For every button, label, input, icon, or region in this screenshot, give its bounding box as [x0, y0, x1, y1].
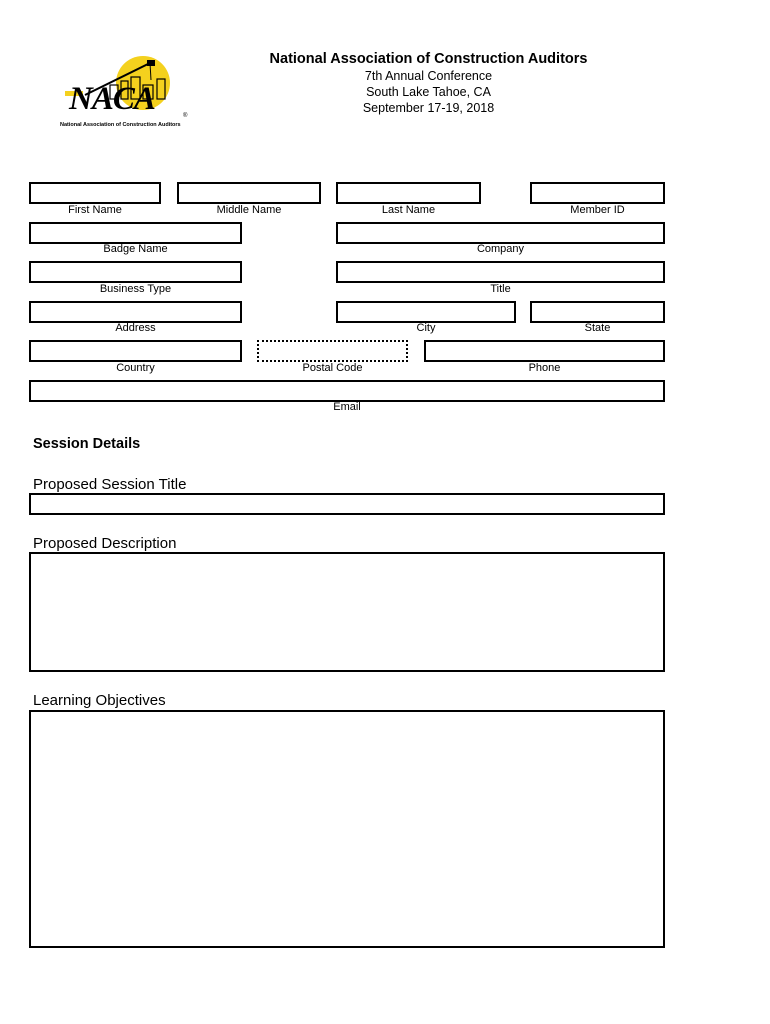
phone-label: Phone: [528, 362, 561, 374]
session-details-heading: Session Details: [33, 436, 141, 452]
last-name-field[interactable]: [336, 182, 481, 204]
middle-name-field[interactable]: [177, 182, 321, 204]
city-label: City: [416, 322, 436, 334]
email-field[interactable]: [29, 380, 665, 402]
conference-name: 7th Annual Conference: [364, 69, 493, 83]
first-name-label: First Name: [68, 204, 122, 216]
logo-registered-mark: ®: [183, 113, 188, 119]
badge-name-field[interactable]: [29, 222, 242, 244]
postal-code-field[interactable]: [257, 340, 408, 362]
member-id-field[interactable]: [530, 182, 665, 204]
business-type-label: Business Type: [99, 283, 172, 295]
state-field[interactable]: [530, 301, 665, 323]
proposed-description-field[interactable]: [29, 552, 665, 672]
title-field[interactable]: [336, 261, 665, 283]
business-type-field[interactable]: [29, 261, 242, 283]
title-label: Title: [490, 283, 511, 295]
postal-code-label: Postal Code: [302, 362, 363, 374]
logo-tagline: National Association of Construction Auditors: [60, 122, 181, 128]
company-field[interactable]: [336, 222, 665, 244]
conference-location: South Lake Tahoe, CA: [366, 85, 491, 99]
proposed-session-title-field[interactable]: [29, 493, 665, 515]
address-label: Address: [115, 322, 156, 334]
learning-objectives-field[interactable]: [29, 710, 665, 948]
org-name: National Association of Construction Auditors: [269, 51, 588, 67]
badge-name-label: Badge Name: [103, 243, 168, 255]
proposed-description-label: Proposed Description: [33, 535, 177, 552]
last-name-label: Last Name: [381, 204, 436, 216]
member-id-label: Member ID: [570, 204, 625, 216]
state-label: State: [584, 322, 611, 334]
country-label: Country: [116, 362, 155, 374]
learning-objectives-label: Learning Objectives: [33, 692, 166, 709]
email-label: Email: [333, 401, 361, 413]
country-field[interactable]: [29, 340, 242, 362]
phone-field[interactable]: [424, 340, 665, 362]
first-name-field[interactable]: [29, 182, 161, 204]
conference-dates: September 17-19, 2018: [362, 101, 495, 115]
naca-logo: [55, 55, 200, 130]
company-label: Company: [476, 243, 525, 255]
middle-name-label: Middle Name: [216, 204, 282, 216]
logo-wordmark: NACA: [69, 81, 155, 117]
proposed-session-title-label: Proposed Session Title: [33, 476, 187, 493]
address-field[interactable]: [29, 301, 242, 323]
city-field[interactable]: [336, 301, 516, 323]
